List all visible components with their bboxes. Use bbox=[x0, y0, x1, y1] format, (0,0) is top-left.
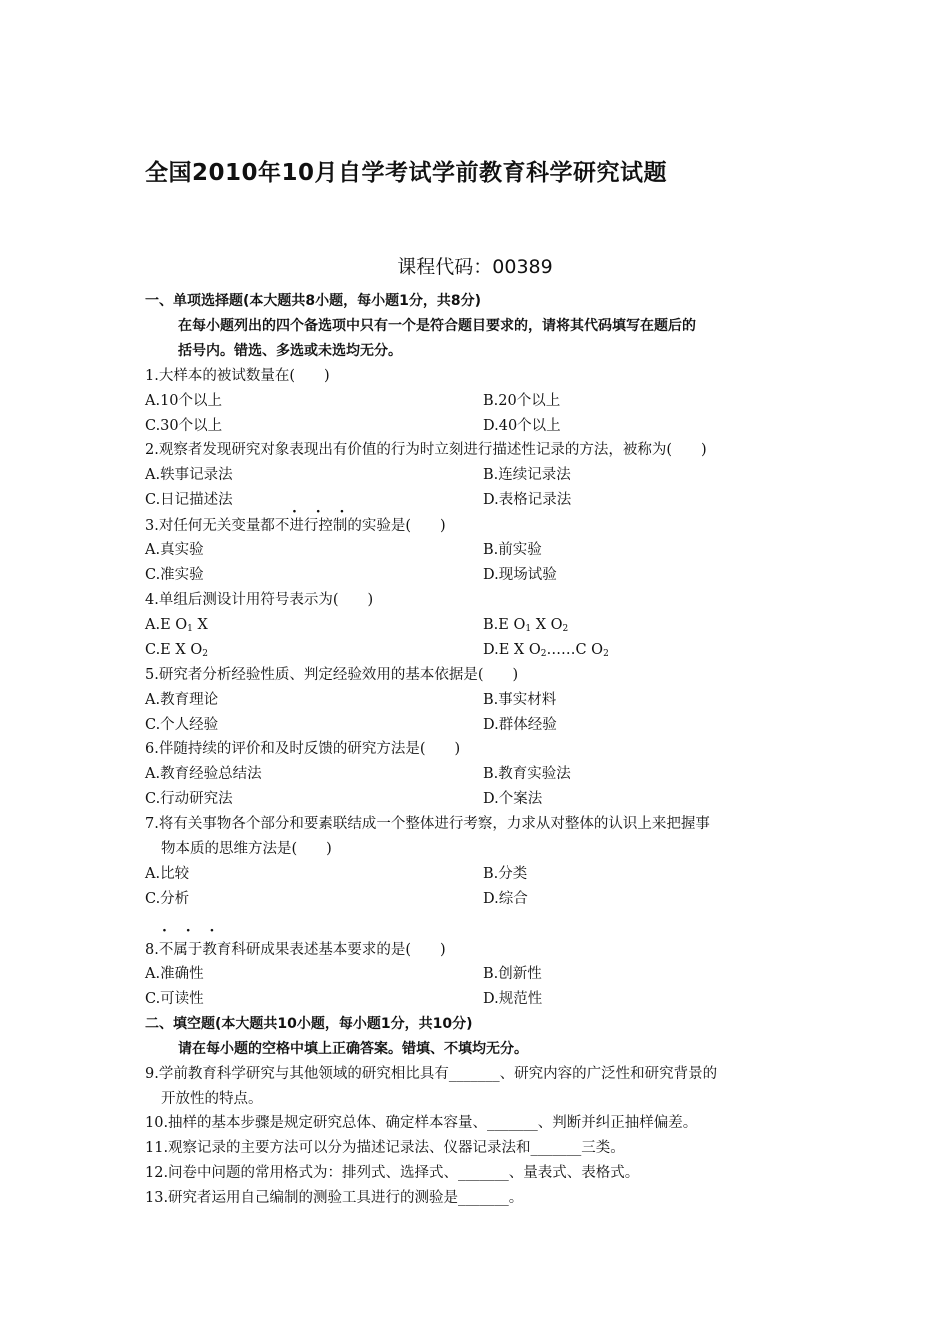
question-7-option-a: A.比较 bbox=[145, 866, 190, 882]
fill-question-11: 11.观察记录的主要方法可以分为描述记录法、仪器记录法和_______三类。 bbox=[145, 1140, 625, 1156]
question-3-option-c: C.准实验 bbox=[145, 567, 204, 583]
question-5-option-b: B.事实材料 bbox=[483, 692, 557, 708]
question-1-stem: 1.大样本的被试数量在( ) bbox=[145, 368, 330, 384]
question-7-stem: 7.将有关事物各个部分和要素联结成一个整体进行考察，力求从对整体的认识上来把握事 bbox=[145, 816, 710, 832]
question-7-option-d: D.综合 bbox=[483, 891, 528, 907]
question-3-option-d: D.现场试验 bbox=[483, 567, 557, 583]
question-2-option-c: C.日记描述法 bbox=[145, 492, 233, 508]
fill-question-10: 10.抽样的基本步骤是规定研究总体、确定样本容量、_______、判断并纠正抽样偏差。 bbox=[145, 1115, 698, 1131]
question-7-stem-continued: 物本质的思维方法是( ) bbox=[161, 841, 332, 857]
question-4-option-a: A.E $O_1$ X bbox=[145, 617, 208, 634]
question-8-option-d: D.规范性 bbox=[483, 991, 543, 1007]
question-3-option-a: A.真实验 bbox=[145, 542, 204, 558]
fill-question-12: 12.问卷中问题的常用格式为：排列式、选择式、_______、量表式、表格式。 bbox=[145, 1165, 640, 1181]
question-5-option-c: C.个人经验 bbox=[145, 717, 219, 733]
fill-question-9-continued: 开放性的特点。 bbox=[161, 1091, 263, 1107]
question-2-stem: 2.观察者发现研究对象表现出有价值的行为时立刻进行描述性记录的方法，被称为( ) bbox=[145, 442, 707, 458]
question-4-option-b: B.E $O_1$ X $O_2$ bbox=[483, 617, 569, 634]
page-title: 全国2010年10月自学考试学前教育科学研究试题 bbox=[145, 160, 668, 186]
question-7-option-c: C.分析 bbox=[145, 891, 190, 907]
question-2-option-d: D.表格记录法 bbox=[483, 492, 572, 508]
question-4-stem: 4.单组后测设计用符号表示为( ) bbox=[145, 592, 374, 608]
question-6-option-b: B.教育实验法 bbox=[483, 766, 571, 782]
question-3-option-b: B.前实验 bbox=[483, 542, 542, 558]
fill-question-13: 13.研究者运用自己编制的测验工具进行的测验是_______。 bbox=[145, 1190, 524, 1206]
question-7-option-b: B.分类 bbox=[483, 866, 528, 882]
question-8-emphasis-marks: · · · bbox=[162, 923, 222, 939]
question-1-option-d: D.40个以上 bbox=[483, 418, 561, 434]
section1-heading: 一、单项选择题(本大题共8小题，每小题1分，共8分) bbox=[145, 293, 482, 309]
question-3-emphasis-marks: · · · bbox=[292, 504, 352, 520]
section2-instruction: 请在每小题的空格中填上正确答案。错填、不填均无分。 bbox=[178, 1041, 528, 1057]
question-3-stem: 3.对任何无关变量都不进行控制的实验是( ) bbox=[145, 518, 446, 534]
question-4-option-d: D.E X $O_2\dots\dots C$ $O_2$ bbox=[483, 642, 609, 659]
question-8-option-a: A.准确性 bbox=[145, 966, 204, 982]
question-5-stem: 5.研究者分析经验性质、判定经验效用的基本依据是( ) bbox=[145, 667, 519, 683]
question-1-option-c: C.30个以上 bbox=[145, 418, 223, 434]
question-6-option-a: A.教育经验总结法 bbox=[145, 766, 262, 782]
section1-instruction-2: 括号内。错选、多选或未选均无分。 bbox=[178, 343, 402, 359]
question-6-option-d: D.个案法 bbox=[483, 791, 543, 807]
question-2-option-b: B.连续记录法 bbox=[483, 467, 571, 483]
question-4-option-c: C.E X $O_2$ bbox=[145, 642, 208, 659]
question-8-stem: 8.不属于教育科研成果表述基本要求的是( ) bbox=[145, 942, 446, 958]
question-8-option-b: B.创新性 bbox=[483, 966, 542, 982]
question-5-option-d: D.群体经验 bbox=[483, 717, 557, 733]
course-code: 课程代码：00389 bbox=[397, 256, 553, 278]
question-2-option-a: A.轶事记录法 bbox=[145, 467, 233, 483]
section2-heading: 二、填空题(本大题共10小题，每小题1分，共10分) bbox=[145, 1016, 473, 1032]
question-8-option-c: C.可读性 bbox=[145, 991, 204, 1007]
question-6-stem: 6.伴随持续的评价和及时反馈的研究方法是( ) bbox=[145, 741, 461, 757]
question-1-option-b: B.20个以上 bbox=[483, 393, 561, 409]
section1-instruction-1: 在每小题列出的四个备选项中只有一个是符合题目要求的，请将其代码填写在题后的 bbox=[178, 318, 696, 334]
question-1-option-a: A.10个以上 bbox=[145, 393, 223, 409]
question-6-option-c: C.行动研究法 bbox=[145, 791, 233, 807]
fill-question-9: 9.学前教育科学研究与其他领域的研究相比具有_______、研究内容的广泛性和研究背景的 bbox=[145, 1066, 718, 1082]
question-5-option-a: A.教育理论 bbox=[145, 692, 219, 708]
